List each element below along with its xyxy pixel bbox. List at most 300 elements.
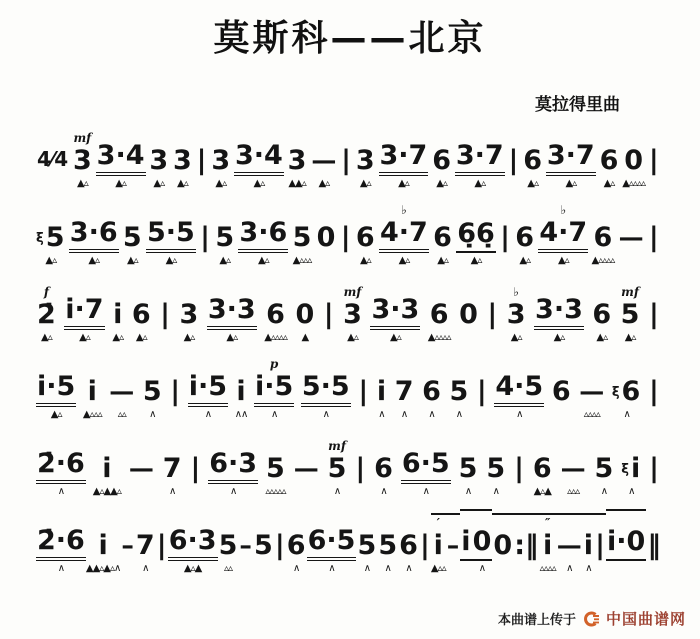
articulation-marks [502, 561, 504, 578]
articulation-marks: ▵▵ [117, 409, 126, 420]
articulation-marks: ▲▵▵▵▵ [264, 332, 287, 343]
note-annotation [157, 130, 161, 146]
articulation-marks: ∧ [168, 486, 176, 497]
articulation-marks [452, 561, 454, 578]
articulation-marks: ∧ [600, 486, 608, 497]
note-annotation [624, 511, 628, 527]
note-token: 5 ▲▵ [214, 207, 235, 270]
note-annotation [402, 361, 406, 377]
note-annotation [273, 438, 277, 454]
note-annotation [629, 207, 633, 223]
barline: | [156, 515, 168, 578]
articulation-marks [200, 176, 202, 193]
articulation-marks: ▲▵ [474, 178, 486, 189]
note-token: 3·7 ▲▵ [455, 125, 505, 193]
articulation-marks: ∧ [57, 486, 65, 497]
note-token: 3·3 ▲▵ [370, 279, 420, 347]
note-annotation [559, 361, 563, 377]
note-annotation [344, 130, 348, 146]
articulation-marks: ∧ [328, 563, 335, 574]
articulation-marks [164, 330, 166, 347]
note-annotation [569, 125, 573, 141]
note-annotation [503, 207, 507, 223]
articulation-marks: ∧ [292, 563, 300, 574]
articulation-marks: ∧ [270, 409, 278, 420]
articulation-marks [194, 484, 196, 501]
note-token: 6·3 ∧ [208, 433, 258, 501]
articulation-marks: ▲▵ [398, 178, 409, 189]
note-annotation [652, 361, 656, 377]
note-token: 3 ▲▵ [210, 130, 231, 193]
note-token: 5 ∧ [142, 361, 163, 424]
articulation-marks: ∧ [204, 409, 212, 420]
articulation-marks [174, 407, 176, 424]
note-token: ξ 6 ∧ [612, 361, 641, 424]
articulation-marks [504, 253, 506, 270]
articulation-marks: ▲▵ [215, 178, 227, 189]
note-token: 3·4 ▲▵ [96, 125, 146, 193]
note-annotation: p [269, 357, 279, 371]
articulation-marks [161, 561, 163, 578]
articulation-marks [345, 176, 347, 193]
articulation-marks: ▲▵▵ [430, 563, 446, 574]
articulation-marks: ▲▵ [41, 332, 52, 343]
note-annotation [523, 207, 527, 223]
articulation-marks: ▲▵ [226, 332, 238, 343]
note-annotation: ♭ [513, 285, 519, 299]
note-annotation [386, 515, 390, 531]
note-token: 6·5 ∧ [307, 510, 357, 578]
note-annotation: ′ [436, 516, 440, 530]
note-token: 6 [551, 361, 572, 424]
duration-dash: — ∧ [556, 513, 583, 578]
note-token: i·5 ∧ [188, 356, 228, 424]
note-token: 4·5 ∧ [494, 356, 544, 424]
articulation-marks: ▲▵▲ [183, 563, 202, 574]
note-token: 6 ▲▵ [355, 207, 376, 270]
note-annotation [466, 438, 470, 454]
note-annotation [451, 515, 455, 531]
note-token: 0 ▲ [294, 284, 315, 347]
barline: | [648, 284, 660, 347]
articulation-marks: ▲▵ [510, 332, 522, 343]
note-token: ξ i ∧ [621, 438, 641, 501]
duration-dash: — [293, 438, 320, 501]
note-token: 7 ∧ [135, 515, 156, 578]
articulation-marks: ∧ [628, 486, 635, 497]
barline: | [340, 130, 352, 193]
note-annotation [600, 284, 604, 300]
articulation-marks: ▲ [301, 332, 309, 343]
note-annotation [169, 202, 173, 218]
note-token: 6 ▲▵ [591, 284, 612, 347]
note-annotation [261, 515, 265, 531]
note-token: 5 ∧ [356, 515, 377, 578]
note-annotation [361, 361, 365, 377]
note-token: ξ 5 ▲▵ [36, 207, 65, 270]
note-annotation [257, 125, 261, 141]
note-annotation [466, 284, 470, 300]
note-annotation [607, 130, 611, 146]
note-annotation [629, 438, 633, 454]
articulation-marks: ∧ [142, 563, 149, 574]
articulation-marks: ▲▵ [519, 255, 531, 266]
articulation-marks: ▲▵ [50, 409, 62, 420]
note-annotation [540, 438, 544, 454]
note-token: 5 ∧ [594, 438, 615, 501]
articulation-marks [51, 176, 53, 193]
articulation-marks [262, 561, 264, 578]
note-token: i·5 ▲▵ [36, 356, 76, 424]
note-annotation [50, 128, 54, 144]
note-token: i ∧ [583, 513, 594, 578]
note-annotation [652, 207, 656, 223]
articulation-marks: ▵▵▵▵ [583, 409, 600, 420]
note-annotation [365, 515, 369, 531]
note-annotation [294, 515, 298, 531]
articulation-marks [362, 407, 364, 424]
note-annotation [59, 433, 63, 449]
note-annotation [244, 515, 248, 531]
articulation-marks: ∧ [464, 486, 472, 497]
note-token: 2̇·6 ∧ [36, 510, 86, 578]
note-annotation [329, 510, 333, 526]
note-token: mf 3 ▲▵ [72, 130, 93, 193]
note-annotation [126, 515, 130, 531]
articulation-marks: ∧ [405, 563, 412, 574]
note-annotation [363, 130, 367, 146]
note-annotation: ♭ [401, 203, 407, 217]
articulation-marks: ▲▵ [553, 332, 565, 343]
articulation-marks: ∧ [378, 409, 385, 420]
note-token: i·7 ▲▵ [64, 279, 104, 347]
note-token: 2̇·6 ∧ [36, 433, 86, 501]
note-token: 6·3 ▲▵▲ [168, 510, 218, 578]
note-annotation [601, 207, 605, 223]
note-token: 6 ▲▵▵▵▵ [592, 207, 615, 270]
note-token: 5 ∧ [449, 361, 470, 424]
note-token: ♭ 3 ▲▵ [506, 284, 527, 347]
note-annotation [59, 510, 63, 526]
note-token: i ∧ [376, 361, 387, 424]
barline: | [648, 361, 660, 424]
note-token: 5 ▲▵ [122, 207, 143, 270]
note-token: 5 ▲▵▵▵ [292, 207, 313, 270]
note-annotation [440, 207, 444, 223]
note-token: 6 ∧ [286, 515, 307, 578]
barline: | [354, 438, 366, 501]
note-token: 5 ▵▵▵▵▵ [265, 438, 286, 501]
articulation-marks: ▲▵▲ [533, 486, 551, 497]
note-token: 3 ▲▵ [355, 130, 376, 193]
note-token: 3 ▲▵ [148, 130, 169, 193]
note-annotation [226, 515, 230, 531]
note-token: p i·5 ∧ [254, 356, 294, 424]
barline: | [476, 361, 488, 424]
note-token: i ▲▲▵▲▵∧ [86, 515, 120, 578]
articulation-marks [467, 330, 469, 347]
articulation-marks: ▲▵▵▵▵ [427, 332, 451, 343]
note-annotation [490, 284, 494, 300]
articulation-marks [653, 253, 655, 270]
note-token: 5·5 ▲▵ [146, 202, 196, 270]
note-token: i ∧∧ [235, 361, 248, 424]
note-annotation [363, 207, 367, 223]
note-token: i ▲▵ [112, 284, 123, 347]
note-annotation [261, 202, 265, 218]
time-signature: 4⁄4 [36, 128, 69, 193]
note-annotation [327, 284, 331, 300]
articulation-marks: ▲▵ [557, 255, 569, 266]
note-token: 5 ∧ [458, 438, 479, 501]
note-annotation [82, 279, 86, 295]
articulation-marks [359, 484, 361, 501]
note-annotation [423, 515, 427, 531]
note-annotation [501, 515, 505, 531]
note-annotation [406, 515, 410, 531]
note-annotation [571, 438, 575, 454]
note-annotation [54, 356, 58, 372]
note-token: 3·7 ▲▵ [546, 125, 596, 193]
articulation-marks: ∧ [322, 409, 329, 420]
note-annotation [632, 130, 636, 146]
site-logo-icon [582, 610, 600, 628]
articulation-marks: ▵▵▵▵ [539, 563, 556, 574]
note-annotation [379, 361, 383, 377]
note-annotation [219, 130, 223, 146]
score-line [36, 501, 660, 578]
note-token: 3·4 ▲▵ [234, 125, 284, 193]
note-annotation [273, 284, 277, 300]
note-annotation: mf [328, 439, 346, 453]
note-annotation: mf [621, 285, 639, 299]
articulation-marks: ▲▵ [359, 178, 371, 189]
articulation-marks: ▲▵▲▲▵ [92, 486, 121, 497]
articulation-marks [560, 407, 562, 424]
uploaded-by-text: 本曲谱上传于 [497, 613, 576, 628]
note-token: 7 ∧ [394, 361, 415, 424]
note-token: 0 ∧ [472, 509, 493, 578]
note-annotation [101, 515, 105, 531]
note-annotation [118, 125, 122, 141]
score-line [36, 270, 660, 347]
articulation-marks: ▵▵▵▵▵ [265, 486, 286, 497]
duration-dash: — ▵▵▵▵ [578, 361, 605, 424]
note-annotation [557, 279, 561, 295]
note-token: 5 ▵▵ [218, 515, 239, 578]
note-annotation [193, 438, 197, 454]
note-annotation [130, 207, 134, 223]
note-token: 0 [492, 513, 513, 578]
note-token: 6 ▲▵ [431, 130, 452, 193]
articulation-marks: ∧ [384, 563, 391, 574]
barline: | [419, 515, 431, 578]
note-annotation [324, 356, 328, 372]
articulation-marks: ▲▵ [470, 255, 482, 266]
articulation-marks [599, 561, 601, 578]
note-annotation [116, 284, 120, 300]
articulation-marks [325, 253, 327, 270]
duration-dash: — [128, 438, 155, 501]
note-token: 0 [316, 207, 337, 270]
note-annotation [295, 130, 299, 146]
duration-dash: — ▵▵ [108, 361, 135, 424]
note-annotation [160, 515, 164, 531]
note-annotation [457, 361, 461, 377]
articulation-marks: ∧ [149, 409, 156, 420]
note-annotation [92, 202, 96, 218]
articulation-marks [424, 561, 426, 578]
articulation-marks: ▲▵ [318, 178, 330, 189]
articulation-marks: ▲▲▵ [288, 178, 306, 189]
note-token: 6 ∧ [421, 361, 442, 424]
song-title: 莫斯科——北京 [213, 18, 487, 59]
note-annotation [651, 515, 655, 531]
note-annotation [191, 510, 195, 526]
articulation-marks: ∧ [585, 563, 592, 574]
note-annotation [230, 279, 234, 295]
articulation-marks: ▲▵ [77, 178, 88, 189]
articulation-marks [652, 561, 654, 578]
note-token: ♭ 4·7 ▲▵ [379, 202, 429, 270]
note-token: 3·6 ▲▵ [238, 202, 288, 270]
note-token: 3 ▲▲▵ [287, 130, 308, 193]
note-annotation [429, 361, 433, 377]
articulation-marks: ▲▵ [219, 255, 231, 266]
articulation-marks: ▲▵ [436, 178, 447, 189]
articulation-marks: ▲▵▵▵▵ [591, 255, 615, 266]
final-barline: ‖ [646, 515, 660, 578]
articulation-marks [518, 484, 520, 501]
articulation-marks: ∧∧ [234, 409, 248, 420]
note-token: i [460, 509, 471, 578]
barline: | [594, 513, 606, 578]
note-token: 5 ∧ [377, 515, 398, 578]
note-annotation [531, 130, 535, 146]
articulation-marks: ▲▵ [624, 332, 636, 343]
note-annotation: mf [343, 285, 362, 299]
articulation-marks: ∧ [623, 409, 630, 420]
note-annotation [440, 130, 444, 146]
note-token: 6 ▲▵ [599, 130, 620, 193]
articulation-marks: ∧ [566, 563, 573, 574]
note-token: 6 ▲▵ [522, 130, 543, 193]
duration-dash: — ▲▵ [310, 130, 337, 193]
note-annotation [401, 125, 405, 141]
barline: | [274, 515, 286, 578]
articulation-marks: ∧ [478, 563, 486, 574]
note-token: 6̣6̣ ▲▵ [456, 203, 496, 270]
duration-dash: – [446, 513, 461, 578]
note-token: 6 ▲▵▵▵▵ [428, 284, 451, 347]
note-token: ♭ 4·7 ▲▵ [538, 202, 588, 270]
articulation-marks: ▲▵ [359, 255, 371, 266]
duration-dash: – [238, 515, 253, 578]
articulation-marks: ▲▵ [565, 178, 577, 189]
note-token: f 2̇ ▲▵ [36, 284, 57, 347]
articulation-marks [653, 330, 655, 347]
articulation-marks [625, 561, 627, 578]
note-token: 6·5 ∧ [401, 433, 451, 501]
articulation-marks: ∧ [380, 486, 387, 497]
note-annotation [163, 284, 167, 300]
note-annotation [652, 130, 656, 146]
articulation-marks: ▲▵▵▵ [82, 409, 102, 420]
articulation-marks: ▲▵ [183, 332, 195, 343]
articulation-marks [245, 561, 247, 578]
note-token: 6 ▲▵ [432, 207, 453, 270]
note-token: mf 5 ∧ [327, 438, 348, 501]
note-annotation [437, 284, 441, 300]
note-annotation [231, 433, 235, 449]
score-line [36, 347, 660, 424]
composer-credit: 莫拉得里曲 [535, 95, 620, 115]
articulation-marks: ∧ [422, 486, 429, 497]
note-annotation [424, 433, 428, 449]
articulation-marks: ▲▵ [596, 332, 608, 343]
articulation-marks: ▲▵ [347, 332, 358, 343]
note-token: 6 ∧ [373, 438, 394, 501]
note-annotation: f [43, 285, 49, 299]
note-annotation [494, 438, 498, 454]
barline: | [486, 284, 498, 347]
articulation-marks: ▲▲▵▲▵∧ [85, 563, 121, 574]
note-annotation: ♭ [560, 203, 567, 217]
grace-ornament: ξ [611, 385, 620, 400]
note-token: mf 5 ▲▵ [620, 284, 641, 347]
barline: :‖ [513, 513, 539, 578]
articulation-marks [653, 484, 655, 501]
articulation-marks [305, 484, 307, 501]
barline: | [189, 438, 201, 501]
note-annotation [567, 515, 571, 531]
articulation-marks: ▲▵ [437, 255, 448, 266]
note-annotation [480, 511, 484, 527]
note-annotation [598, 515, 602, 531]
barline: | [508, 130, 520, 193]
note-annotation [322, 130, 326, 146]
note-annotation [381, 438, 385, 454]
articulation-marks: ▲▵▵▵ [292, 255, 312, 266]
articulation-marks [279, 561, 281, 578]
articulation-marks: ∧ [400, 409, 408, 420]
articulation-marks: ▲▵ [165, 255, 177, 266]
articulation-marks: ▵▵ [223, 563, 232, 574]
note-annotation [652, 284, 656, 300]
articulation-marks [512, 176, 514, 193]
note-token: 6 ▲▵▲ [532, 438, 553, 501]
note-token: 6 ▲▵ [514, 207, 535, 270]
articulation-marks [481, 407, 483, 424]
note-annotation [239, 361, 243, 377]
note-annotation [517, 356, 521, 372]
note-token: 3·3 ▲▵ [207, 279, 257, 347]
note-annotation [344, 207, 348, 223]
note-token: 5·5 ∧ [301, 356, 351, 424]
barline: | [648, 438, 660, 501]
note-annotation [49, 207, 53, 223]
barline: | [513, 438, 525, 501]
articulation-marks [345, 253, 347, 270]
note-annotation [511, 130, 515, 146]
note-annotation [90, 361, 94, 377]
articulation-marks [204, 253, 206, 270]
barline: | [169, 361, 181, 424]
barline: | [323, 284, 335, 347]
note-token: 5 [253, 515, 274, 578]
footer [498, 608, 686, 629]
barline: | [196, 130, 208, 193]
